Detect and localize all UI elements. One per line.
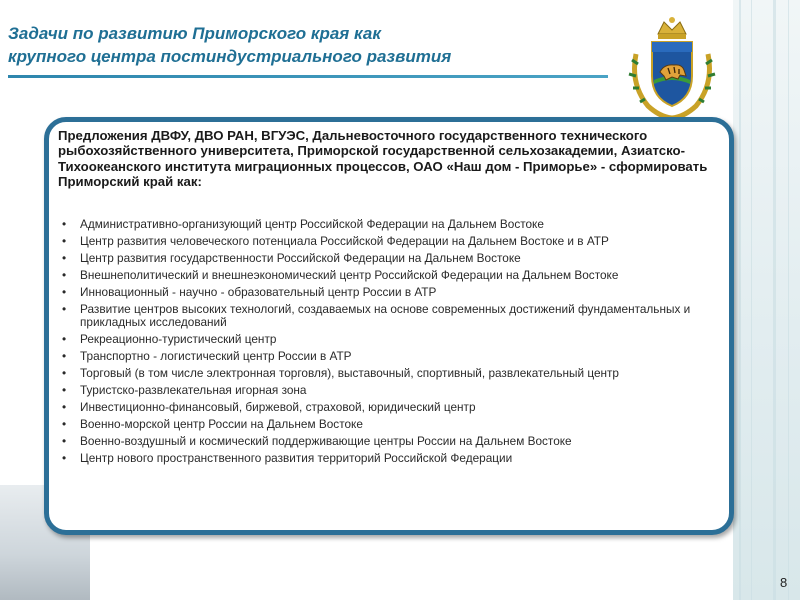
- bullet: •: [62, 400, 67, 415]
- list-item: • Инвестиционно-финансовый, биржевой, страховой, юридический центр: [62, 400, 476, 415]
- side-stripe: [751, 0, 752, 600]
- list-item: • Военно-воздушный и космический поддерживающие центры России на Дальнем Востоке: [62, 434, 572, 449]
- bullet: •: [62, 417, 67, 432]
- primorye-coat-of-arms-icon: [626, 14, 718, 120]
- bullet: •: [62, 250, 67, 265]
- proposals-heading: Предложения ДВФУ, ДВО РАН, ВГУЭС, Дальневосточного государственного технического рыбохозяйственного университета, Приморской государственной сельхозакадемии, Азиатско-Тихоокеанского института миграционных процессов, ОАО «Наш дом - Приморье» - сформировать Приморский край как:: [58, 128, 708, 190]
- bullet: •: [62, 233, 67, 248]
- bullet: •: [62, 349, 67, 364]
- list-item: • Военно-морской центр России на Дальнем Востоке: [62, 417, 363, 432]
- bullet: •: [62, 332, 67, 347]
- bullet: •: [62, 383, 67, 398]
- list-item: • Центр развития человеческого потенциала Российской Федерации на Дальнем Востоке и в АТР: [62, 233, 609, 248]
- decorative-side-panel: [733, 0, 800, 600]
- side-stripe: [739, 0, 741, 600]
- bullet: •: [62, 284, 67, 299]
- bullet: •: [62, 267, 67, 282]
- bullet: •: [62, 217, 67, 231]
- list-item: • Торговый (в том числе электронная торговля), выставочный, спортивный, развлекательный центр: [62, 366, 619, 381]
- bullet: •: [62, 451, 67, 466]
- slide-title-line-2: крупного центра постиндустриального развития: [8, 47, 452, 66]
- list-item: • Центр нового пространственного развития территорий Российской Федерации: [62, 451, 513, 466]
- slide-title: [8, 22, 608, 68]
- list-item: • Транспортно - логистический центр России в АТР: [62, 349, 352, 364]
- bullet: •: [62, 366, 67, 381]
- list-item: • Административно-организующий центр Российской Федерации на Дальнем Востоке: [62, 217, 544, 231]
- side-stripe: [788, 0, 789, 600]
- page-number: 8: [780, 575, 788, 590]
- list-item: • Туристско-развлекательная игорная зона: [62, 383, 307, 398]
- list-item: • Развитие центров высоких технологий, создаваемых на основе современных достижений фундаментальных и прикладных исследований: [62, 301, 691, 330]
- title-underline: [8, 75, 608, 78]
- bullet: •: [62, 301, 67, 316]
- list-item: • Центр развития государственности Российской Федерации на Дальнем Востоке: [62, 250, 521, 265]
- list-item: • Инновационный - научно - образовательный центр России в АТР: [62, 284, 437, 299]
- bullet: •: [62, 434, 67, 449]
- list-item: • Внешнеполитический и внешнеэкономический центр Российской Федерации на Дальнем Востоке: [62, 267, 619, 282]
- list-item: • Рекреационно-туристический центр: [62, 332, 277, 347]
- development-goals-list: [60, 218, 726, 469]
- slide-title-line-1: Задачи по развитию Приморского края как: [8, 24, 381, 43]
- side-stripe: [773, 0, 776, 600]
